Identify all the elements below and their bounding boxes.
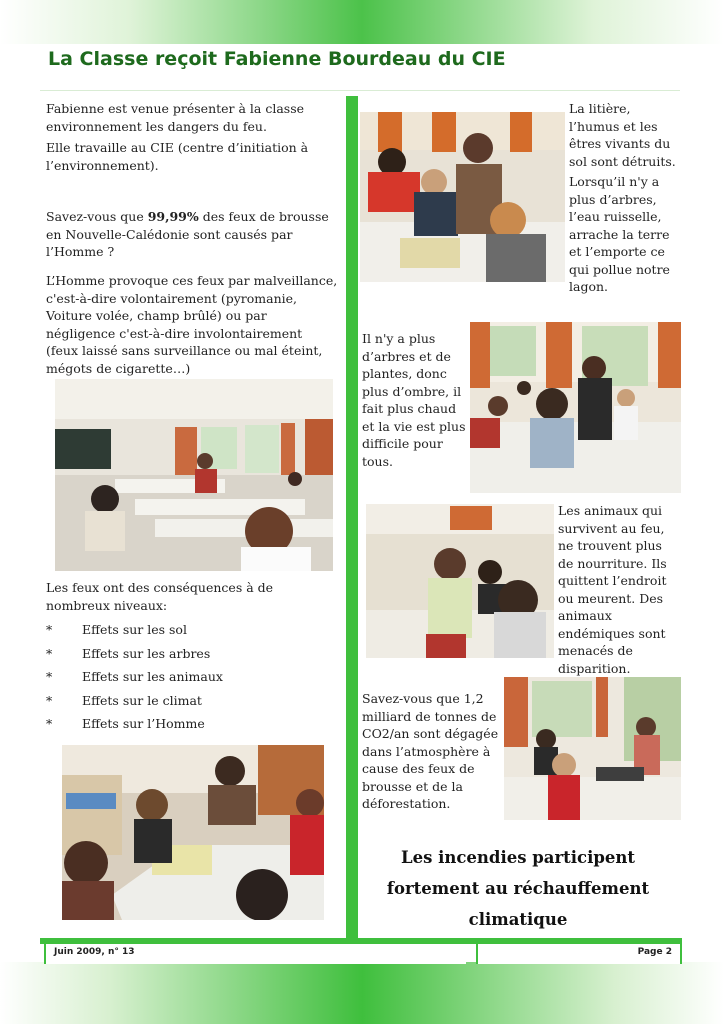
effects-list [46, 622, 336, 740]
list-item [46, 622, 336, 646]
intro-text [46, 100, 338, 174]
students-desks-photo [470, 322, 681, 493]
footer-issue: Juin 2009, n° 13 [44, 944, 466, 964]
statistic-paragraph [46, 208, 338, 261]
bottom-green-band [0, 962, 724, 1024]
list-item-label: Effets sur l’Homme [82, 716, 205, 731]
list-item [46, 716, 336, 740]
list-item [46, 693, 336, 717]
co2-paragraph: Savez-vous que 1,2 milliard de tonnes de CO2/an sont dégagée dans l’atmosphère à cause des feux de brousse et de la déforestation. [362, 691, 499, 811]
statistic-value: 99,99% [147, 209, 199, 224]
runoff-paragraph: Lorsqu’il n'y a plus d’arbres, l’eau ruisselle, arrache la terre et l’emporte ce qui pollue notre lagon. [569, 174, 670, 294]
causes-paragraph: L’Homme provoque ces feux par malveillance, c'est-à-dire volontairement (pyromanie, Voiture volée, champ brûlé) ou par négligence c'est-à-dire involontairement (feux laissé sans surveillance ou mal éteint, mégots de cigarette…) [46, 273, 338, 376]
animals-paragraph: Les animaux qui survivent au feu, ne trouvent plus de nourriture. Ils quittent l’endroit ou meurent. Des animaux endémiques sont menacés de disparition. [558, 503, 667, 676]
list-item-label: Effets sur les arbres [82, 645, 211, 661]
statistic-text-pre: Savez-vous que [46, 209, 148, 224]
boys-classroom-photo [504, 677, 681, 820]
intro-paragraph: Fabienne est venue présenter à la classe environnement les dangers du feu. [46, 101, 305, 134]
column-divider [346, 96, 358, 942]
litter-paragraph: La litière, l’humus et les êtres vivants du sol sont détruits. [569, 101, 676, 169]
shade-paragraph: Il n'y a plus d’arbres et de plantes, donc plus d’ombre, il fait plus chaud et la vie est plus difficile pour tous. [362, 331, 466, 469]
statistic-text-post: des feux de brousse en Nouvelle-Calédonie sont causés par l’Homme ? [46, 209, 329, 259]
page-title: La Classe reçoit Fabienne Bourdeau du CIE [48, 48, 506, 70]
list-item-label: Effets sur le climat [82, 692, 202, 708]
bullet-star: * [46, 622, 53, 637]
top-green-band [0, 0, 724, 44]
consequences-paragraph: Les feux ont des conséquences à de nombreux niveaux: [46, 580, 274, 613]
list-item [46, 669, 336, 693]
bullet-star: * [46, 669, 53, 684]
cie-paragraph: Elle travaille au CIE (centre d’initiation à l’environnement). [46, 140, 309, 173]
conclusion-headline: Les incendies participent fortement au réchauffement climatique [386, 848, 650, 929]
bullet-star: * [46, 645, 53, 661]
list-item-label: Effets sur les animaux [82, 669, 223, 684]
list-item-label: Effets sur les sol [82, 622, 187, 637]
teacher-students-photo [360, 112, 565, 282]
footer-page-number: Page 2 [476, 944, 682, 964]
list-item [46, 646, 336, 670]
title-box [40, 44, 680, 91]
bullet-star: * [46, 692, 53, 708]
litter-text [569, 100, 679, 296]
students-table-photo [62, 745, 324, 920]
bullet-star: * [46, 716, 53, 731]
students-listening-photo [366, 504, 554, 658]
classroom-photo [55, 379, 333, 571]
